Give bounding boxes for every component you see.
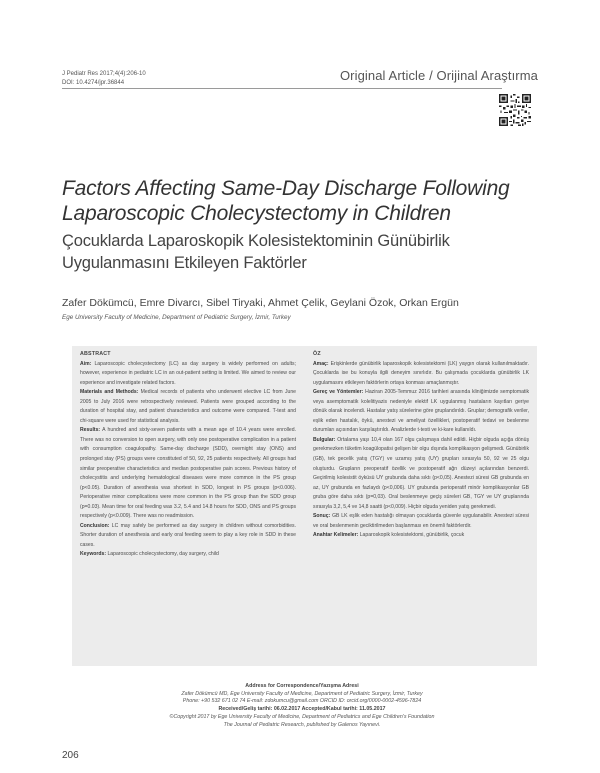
oz-results: Bulgular: Ortalama yaşı 10,4 olan 167 olgu çalışmaya dahil edildi. Hiçbir olguda açığa dönüş gerekmezken tüketim koagülopatisi gelişen bir olgu dışında komplikasyon gelişmedi. Günübirlik (GB), tek gecelik yatış (TGY) ve uzamış yatış (UY) grupları sırasıyla 50, 92 ve 25 olgu oluşturdu. Grupların preoperatif özellik ve postoperatif ağrı düzeyi açılarından benzerdi. Geçirilmiş kolesistit öyküsü UY grubunda daha sıktı (p<0,05). Anestezi süresi GB grubunda en az, UY grubunda en fazlaydı (p<0,006). UY grubunda perioperatif minör komplikasyonlar GB gruba göre daha sıktı (p=0,03). Oral beslenmeye geçiş süreleri GB, TGY ve UY gruplarında sırasıyla 3,2, 5,4 ve 14,8 saatti (p<0,009). Hiçbir olguda yeniden yatış gerekmedi.	[313, 436, 529, 510]
journal-doi: DOI: 10.4274/jpr.36844	[62, 80, 125, 86]
journal-citation: J Pediatr Res 2017;4(4):206-10	[62, 71, 146, 77]
abstract-methods: Materials and Methods: Medical records of patients who underwent elective LC from June 2005 to July 2016 were retrospectively reviewed. Patients were grouped according to the duration of hospital stay, and patient characteristics and outcome were compared. T-test and chi-square were used for statistical analysis.	[80, 389, 297, 424]
author-affiliation: Ege University Faculty of Medicine, Department of Pediatric Surgery, İzmir, Turkey	[62, 314, 291, 321]
abstract-aim: Aim: Laparoscopic cholecystectomy (LC) as day surgery is widely performed on adults; however, experience in pediatric LC in an out-patient setting is limited. We aimed to review our experience and investigate related factors.	[80, 360, 296, 386]
article-title-turkish: Çocuklarda Laparoskopik Kolesistektominin Günübirlik Uygulanmasını Etkileyen Faktörler	[62, 232, 450, 272]
oz-heading: ÖZ	[313, 351, 321, 357]
article-title-english: Factors Affecting Same-Day Discharge Following Laparoscopic Cholecystectomy in Children	[62, 177, 510, 225]
oz-conclusion: Sonuç: GB LK eşlik eden hastalığı olmayan çocuklarda güvenle uygulanabilir. Anestezi süresi ve oral beslenmenin geciktirilmeden başlanması en önemli faktörlerdir.	[313, 513, 529, 529]
correspondence-block	[62, 683, 542, 729]
oz-aim: Amaç: Erişkinlerde günübirlik laparoskopik kolesistektomi (LK) yaygın olarak kullanılmaktadır. Çocuklarda ise bu konuyla ilgili deneyim sınırlıdır. Bu çalışmada çocuklarda günübirlik LK uygulamasını etkileyen faktörlerin ortaya konması amaçlanmıştır.	[313, 360, 529, 386]
abstract-turkish	[313, 350, 529, 541]
page-number: 206	[62, 750, 79, 761]
header-divider	[62, 88, 502, 89]
qr-code-icon	[499, 94, 531, 126]
correspondence-dates: Received/Geliş tarihi: 06.02.2017 Accepted/Kabul tarihi: 11.05.2017	[218, 706, 386, 713]
abstract-keywords: Keywords: Laparoscopic cholecystectomy, day surgery, child	[80, 551, 219, 558]
journal-reference	[62, 70, 146, 88]
correspondence-contact: Phone: +90 532 671 02 74 E-mail: zdokumcu@gmail.com ORCID ID: orcid.org/0000-0002-4596-7824	[182, 698, 422, 705]
abstract-conclusion: Conclusion: LC may safely be performed as day surgery in children without comorbidities. Shorter duration of anesthesia and early oral feeding seem to play a key role in SDD in these cases.	[80, 522, 296, 548]
correspondence-heading: Address for Correspondence/Yazışma Adresi	[245, 683, 359, 689]
abstract-english	[80, 350, 296, 560]
oz-methods: Gereç ve Yöntemler: Haziran 2005-Temmuz 2016 tarihleri arasında kliniğimizde semptomatik veya asemptomatik kolelitiyazis nedeniyle elektif LK uygulanmış hastaların kayıtları geriye dönük olarak incelendi. Hastalar yatış sürelerine göre gruplandırıldı. Gruplar; demografik veriler, eşlik eden hastalık, öykü, anestezi ve ameliyat özellikleri, postoperatif tedavi ve beslenme durumları açısından karşılaştırıldı. Analizlerde t-testi ve ki-kare kullanıldı.	[313, 389, 530, 434]
copyright-notice: ©Copyright 2017 by Ege University Faculty of Medicine, Department of Pediatrics and Ege Children's Foundation	[169, 713, 435, 720]
article-type-label: Original Article / Orijinal Araştırma	[339, 68, 538, 83]
oz-keywords: Anahtar Kelimeler: Laparoskopik kolesistektomi, günübirlik, çocuk	[313, 532, 465, 539]
publisher-notice: The Journal of Pediatric Research, published by Galenos Yayınevi.	[223, 721, 381, 728]
correspondence-author: Zafer Dökümcü MD, Ege University Faculty of Medicine, Department of Pediatric Surgery, İzmir, Turkey	[181, 690, 423, 697]
abstract-results: Results: A hundred and sixty-seven patients with a mean age of 10.4 years were enrolled. There was no conversion to open surgery, with only one postoperative complication in a patient with consumption coagulopathy. Same-day discharge (SDD), overnight stay (ONS) and prolonged stay (PS) groups were constituted of 50, 92, 25 patients respectively. All groups had similar preoperative characteristics and median postoperative pain scores. Previous history of cholecystitis and underlying hematological diseases were more common in the PS group (p<0.05). Duration of anesthesia was shortest in SDD, longest in PS groups (p<0.006). Perioperative minor complications were more common in the PS group than the SDD group (p=0.03). Mean time for oral feeding was 3.2, 5.4 and 14.8 hours for SDD, ONS and PS groups respectively (p<0.009). There was no readmission.	[80, 427, 296, 520]
author-list: Zafer Dökümcü, Emre Divarcı, Sibel Tiryaki, Ahmet Çelik, Geylani Özok, Orkan Ergün	[62, 297, 459, 309]
abstract-heading: ABSTRACT	[80, 351, 111, 357]
